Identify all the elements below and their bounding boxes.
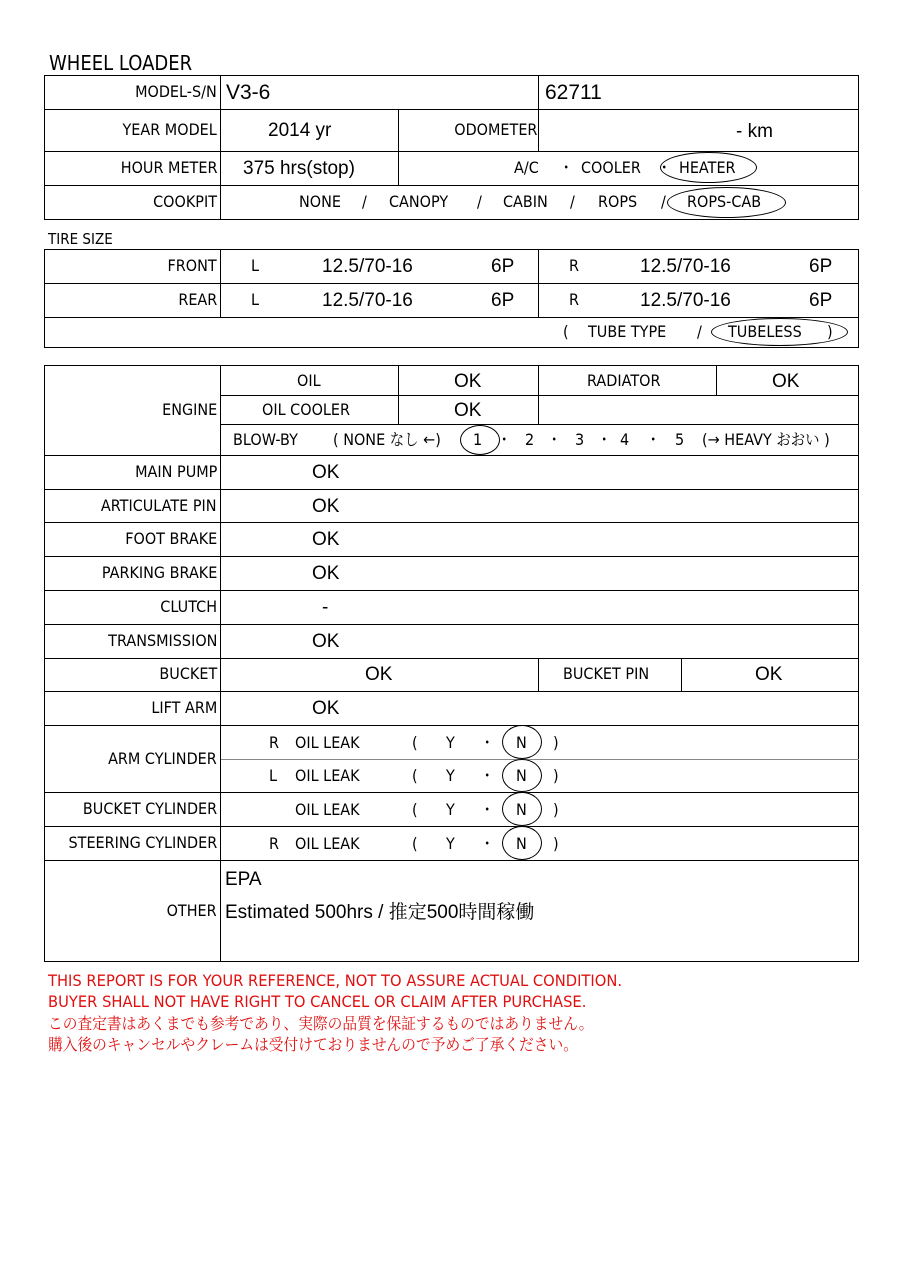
clutch-label: CLUTCH [160,597,217,616]
arm-r-n: N [516,733,527,752]
steering-paren-close: ) [553,834,559,853]
blowby-level-1: 1 [473,430,483,449]
cockpit-rops-cab: ROPS-CAB [687,192,762,211]
model-sn-label: MODEL-S/N [135,82,217,101]
arm-l-marker: L [269,766,278,785]
disclaimer-line-2: BUYER SHALL NOT HAVE RIGHT TO CANCEL OR CLAIM AFTER PURCHASE. [48,992,587,1011]
blowby-dot-1: ・ [497,430,512,449]
arm-r-paren-close: ) [553,733,559,752]
front-left-ply: 6P [491,256,515,277]
bucket-label: BUCKET [159,664,217,683]
engine-oil-value: OK [454,371,482,392]
tube-paren-open: ( [563,322,569,341]
cockpit-slash-4: / [661,192,666,211]
arm-l-paren-close: ) [553,766,559,785]
steering-dot: ・ [480,834,495,853]
arm-l-n: N [516,766,527,785]
arm-r-paren-open: ( [412,733,418,752]
bucket-cyl-paren-open: ( [412,800,418,819]
bucket-value: OK [365,664,393,685]
foot-brake-value: OK [312,529,340,550]
odometer-label: ODOMETER [453,120,537,139]
foot-brake-label: FOOT BRAKE [124,529,217,548]
serial-value: 62711 [545,81,602,104]
blowby-dot-4: ・ [646,430,661,449]
page-title: WHEEL LOADER [49,51,193,75]
main-pump-value: OK [312,462,340,483]
front-left-marker: L [251,256,260,275]
rear-left-size: 12.5/70-16 [322,290,413,311]
radiator-value: OK [772,371,800,392]
disclaimer-line-4: 購入後のキャンセルやクレームは受付けておりませんので予めご了承ください。 [48,1035,578,1054]
blowby-level-2: 2 [525,430,535,449]
tube-paren-close: ) [827,322,833,341]
cockpit-slash-3: / [570,192,575,211]
blowby-none-hint: ( NONE なし ←) [333,430,441,449]
steering-n: N [516,834,527,853]
year-model-value: 2014 yr [268,120,332,141]
other-line-2: Estimated 500hrs / 推定500時間稼働 [225,902,535,923]
bucket-pin-value: OK [755,664,783,685]
disclaimer-line-1: THIS REPORT IS FOR YOUR REFERENCE, NOT TO ASSURE ACTUAL CONDITION. [48,971,623,990]
blowby-label: BLOW-BY [233,430,298,449]
oil-cooler-label: OIL COOLER [262,400,351,419]
year-model-label: YEAR MODEL [122,120,217,139]
articulate-pin-value: OK [312,496,340,517]
bucket-cyl-oil-leak: OIL LEAK [295,800,360,819]
front-left-size: 12.5/70-16 [322,256,413,277]
blowby-heavy-hint: (→ HEAVY おおい ) [702,430,830,449]
front-tire-label: FRONT [167,256,217,275]
heater-selected-circle [660,152,757,183]
blowby-selected-circle [460,425,500,455]
cockpit-canopy: CANOPY [389,192,449,211]
bucket-cyl-n-selected-circle [502,792,542,826]
parking-brake-value: OK [312,563,340,584]
bucket-cyl-n: N [516,800,527,819]
cockpit-slash-2: / [477,192,482,211]
arm-l-oil-leak: OIL LEAK [295,766,360,785]
engine-oil-label: OIL [297,371,321,390]
tubeless-selected-circle [711,318,848,346]
ac-separator: ・ [559,158,574,177]
cooler-separator: ・ [657,158,672,177]
cockpit-label: COOKPIT [153,192,217,211]
tubeless-option: TUBELESS [728,322,802,341]
steering-r-marker: R [269,834,280,853]
bucket-pin-label: BUCKET PIN [563,664,650,683]
disclaimer-line-3: この査定書はあくまでも参考であり、実際の品質を保証するものではありません。 [48,1014,594,1033]
front-right-ply: 6P [809,256,833,277]
clutch-value: - [322,597,329,618]
steering-oil-leak: OIL LEAK [295,834,360,853]
parking-brake-label: PARKING BRAKE [101,563,217,582]
arm-r-n-selected-circle [502,725,542,759]
tube-type-option: TUBE TYPE [588,322,667,341]
heater-option: HEATER [679,158,736,177]
front-right-marker: R [569,256,580,275]
bucket-cyl-y: Y [446,800,455,819]
other-line-1: EPA [225,869,262,890]
lift-arm-value: OK [312,698,340,719]
cockpit-slash-1: / [362,192,367,211]
rear-right-marker: R [569,290,580,309]
rear-left-marker: L [251,290,260,309]
bucket-cylinder-label: BUCKET CYLINDER [82,799,217,818]
bucket-cyl-paren-close: ) [553,800,559,819]
arm-l-n-selected-circle [502,759,542,792]
arm-r-dot: ・ [480,733,495,752]
ac-option: A/C [514,158,539,177]
rops-cab-selected-circle [667,187,786,218]
arm-r-marker: R [269,733,280,752]
transmission-value: OK [312,631,340,652]
arm-l-dot: ・ [480,766,495,785]
oil-cooler-value: OK [454,400,482,421]
blowby-dot-3: ・ [597,430,612,449]
steering-cylinder-label: STEERING CYLINDER [68,833,217,852]
main-pump-label: MAIN PUMP [134,462,217,481]
transmission-label: TRANSMISSION [107,631,217,650]
rear-left-ply: 6P [491,290,515,311]
steering-y: Y [446,834,455,853]
other-label: OTHER [166,901,217,920]
arm-l-y: Y [446,766,455,785]
rear-right-ply: 6P [809,290,833,311]
tube-slash: / [697,322,702,341]
bucket-cyl-dot: ・ [480,800,495,819]
cooler-option: COOLER [581,158,641,177]
cockpit-rops: ROPS [598,192,638,211]
hour-meter-value: 375 hrs(stop) [243,158,355,179]
blowby-level-3: 3 [575,430,585,449]
articulate-pin-label: ARTICULATE PIN [101,496,217,515]
hour-meter-label: HOUR METER [120,158,217,177]
cockpit-none: NONE [299,192,341,211]
cockpit-cabin: CABIN [503,192,548,211]
odometer-value: - km [736,121,773,142]
engine-label: ENGINE [161,400,217,419]
arm-cylinder-label: ARM CYLINDER [108,749,217,768]
steering-paren-open: ( [412,834,418,853]
steering-n-selected-circle [502,826,542,860]
blowby-level-5: 5 [675,430,685,449]
rear-right-size: 12.5/70-16 [640,290,731,311]
blowby-level-4: 4 [620,430,630,449]
model-value: V3-6 [226,81,271,104]
arm-r-y: Y [446,733,455,752]
lift-arm-label: LIFT ARM [151,698,217,717]
front-right-size: 12.5/70-16 [640,256,731,277]
rear-tire-label: REAR [178,290,217,309]
arm-r-oil-leak: OIL LEAK [295,733,360,752]
arm-l-paren-open: ( [412,766,418,785]
radiator-label: RADIATOR [587,371,661,390]
tire-size-label: TIRE SIZE [48,230,113,248]
blowby-dot-2: ・ [547,430,562,449]
